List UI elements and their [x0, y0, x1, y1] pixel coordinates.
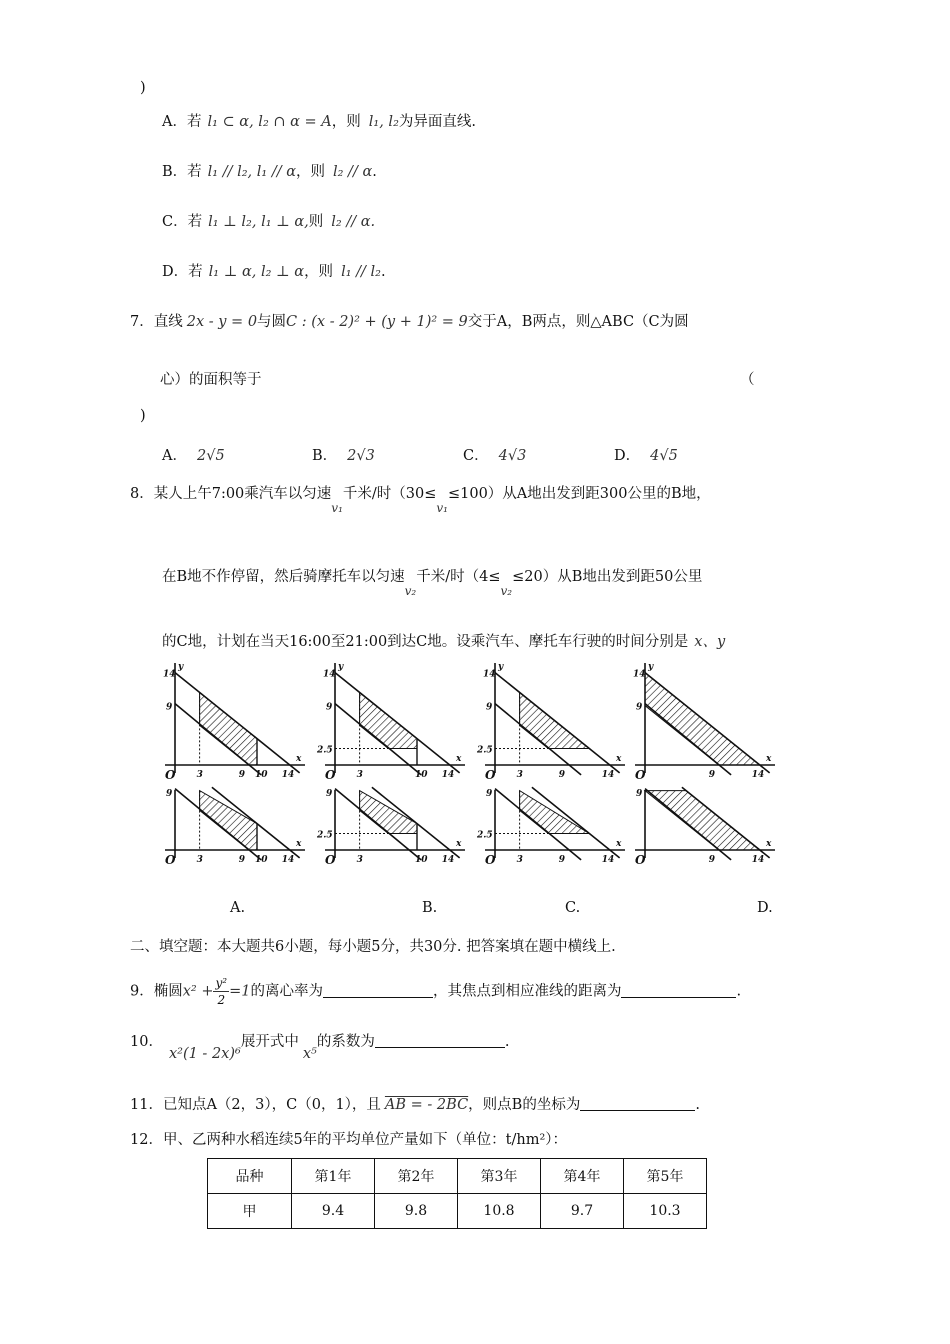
- tick-label: 10: [415, 855, 428, 865]
- table-header: 第5年: [624, 1159, 707, 1194]
- math-condition: l₁ ⊥ l₂, l₁ ⊥ α,: [208, 214, 309, 230]
- q8-graphs-svg: [160, 655, 790, 890]
- text: 千米/时（4≤: [416, 569, 501, 585]
- origin-label: O: [635, 768, 646, 782]
- table-header: 品种: [208, 1159, 292, 1194]
- option-label: D．: [614, 448, 641, 464]
- text: 在B地不作停留，然后骑摩托车以匀速: [162, 569, 405, 585]
- shaded-region: [520, 791, 590, 834]
- option-value: 2√5: [196, 448, 225, 464]
- math-expr: =1: [229, 983, 251, 1000]
- shaded-region: [645, 673, 760, 765]
- math-v1: v₁: [331, 501, 343, 515]
- axis-label-x: x: [766, 754, 772, 764]
- axis-label-x: x: [456, 754, 462, 764]
- text: 8．某人上午7:00乘汽车以匀速: [130, 486, 332, 502]
- text: 则: [308, 214, 324, 230]
- text: .: [695, 1097, 700, 1113]
- math-condition: l₁ ⊥ α, l₂ ⊥ α: [208, 264, 305, 280]
- option-label: A．: [162, 448, 187, 464]
- option-value: 4√3: [498, 448, 527, 464]
- text: ，则: [331, 114, 361, 130]
- tick-label: 14: [281, 770, 295, 780]
- q11: [130, 1093, 700, 1114]
- tick-label: 14: [163, 669, 176, 680]
- q6-option-a: [162, 110, 476, 131]
- tick-label: 3: [196, 855, 203, 865]
- q7-option-d: [614, 444, 678, 465]
- table-header: 第4年: [541, 1159, 624, 1194]
- tick-label: 9: [558, 770, 566, 780]
- text: .: [736, 983, 742, 1000]
- math-circle: C : (x - 2)² + (y + 1)² = 9: [286, 314, 468, 330]
- tick-label: 9: [326, 789, 333, 799]
- q10: [130, 1030, 510, 1062]
- q7-paren-close: ): [140, 408, 146, 424]
- q7-option-b: [312, 444, 375, 465]
- math-fraction: [213, 975, 229, 1008]
- tick-label: 10: [255, 770, 268, 780]
- axis-label-y: y: [648, 662, 654, 672]
- fraction-numerator: y²: [215, 976, 228, 990]
- text: .: [504, 1034, 510, 1050]
- math-condition: l₁ // l₂, l₁ // α: [207, 164, 296, 180]
- table-cell: 9.4: [292, 1194, 375, 1229]
- math-vector: AB = - 2BC: [384, 1097, 469, 1113]
- math-expr: x² +: [182, 983, 214, 1000]
- tick-label: 3: [356, 855, 363, 865]
- tick-label: 10: [255, 855, 268, 865]
- table-row: [208, 1194, 707, 1229]
- q8-graphs: [160, 655, 790, 890]
- math-line: 2x - y = 0: [186, 314, 258, 330]
- q7-paren-open: （: [740, 372, 755, 388]
- q6-paren-tail: ): [140, 80, 146, 96]
- axis-label-y: y: [338, 662, 344, 672]
- fraction-denominator: 2: [217, 993, 226, 1007]
- origin-label: O: [325, 853, 336, 867]
- choice-d-label: D.: [757, 900, 773, 916]
- table-header: 第1年: [292, 1159, 375, 1194]
- text: .: [380, 264, 386, 280]
- axis-label-x: x: [616, 839, 622, 849]
- tick-label: 9: [708, 770, 716, 780]
- tick-label: 14: [441, 855, 455, 865]
- math-v2: v₂: [404, 584, 417, 598]
- table-cell: 10.3: [624, 1194, 707, 1229]
- text: ，其焦点到相应准线的距离为: [432, 983, 622, 1000]
- shaded-region: [520, 692, 590, 748]
- table-cell: 10.8: [458, 1194, 541, 1229]
- table-cell: 9.8: [375, 1194, 458, 1229]
- tick-label: 9: [166, 702, 173, 713]
- answer-blank[interactable]: [375, 1033, 505, 1048]
- math-term: x⁵: [302, 1046, 317, 1062]
- origin-label: O: [165, 768, 176, 782]
- option-label: B．若: [162, 164, 202, 180]
- tick-label: 14: [633, 669, 646, 680]
- tick-label: 9: [238, 855, 246, 865]
- text: 展开式中: [240, 1034, 299, 1050]
- tick-label: 9: [558, 855, 566, 865]
- option-value: 4√5: [650, 448, 678, 464]
- shaded-region: [200, 692, 257, 765]
- tick-label: 2.5: [317, 830, 333, 841]
- shaded-region: [645, 791, 760, 850]
- math-expr: x²(1 - 2x)⁶: [168, 1046, 241, 1062]
- question-number: 9．椭圆: [130, 983, 183, 1000]
- tick-label: 2.5: [477, 745, 493, 756]
- shaded-region: [360, 791, 417, 834]
- axis-label-x: x: [296, 754, 302, 764]
- tick-label: 14: [323, 669, 336, 680]
- origin-label: O: [485, 853, 496, 867]
- text: ，则点B的坐标为: [468, 1097, 581, 1113]
- axis-label-x: x: [296, 839, 302, 849]
- tick-label: 14: [751, 855, 765, 865]
- tick-label: 14: [601, 770, 615, 780]
- tick-label: 14: [751, 770, 765, 780]
- table-cell: 甲: [208, 1194, 292, 1229]
- tick-label: 9: [166, 789, 173, 799]
- q7-stem: [130, 310, 689, 331]
- tick-label: 9: [636, 702, 643, 713]
- tick-label: 9: [636, 789, 643, 799]
- tick-label: 10: [415, 770, 428, 780]
- math-v2: v₂: [500, 584, 513, 598]
- tick-label: 2.5: [477, 830, 493, 841]
- text: ≤20）从B地出发到距50公里: [512, 569, 703, 585]
- origin-label: O: [485, 768, 496, 782]
- q6-option-d: [162, 260, 386, 281]
- option-value: 2√3: [347, 448, 375, 464]
- math-conclusion: l₁ // l₂: [341, 264, 381, 280]
- math-condition: l₁ ⊂ α, l₂ ∩ α = A: [207, 114, 332, 130]
- text: 交于A，B两点，则△ABC（C为圆: [467, 314, 689, 330]
- option-label: D．若: [162, 264, 203, 280]
- axis-label-x: x: [766, 839, 772, 849]
- math-v1: v₁: [436, 501, 448, 515]
- axis-label-y: y: [498, 662, 504, 672]
- section-heading: 二、填空题：本大题共6小题，每小题5分，共30分. 把答案填在题中横线上.: [130, 939, 616, 955]
- tick-label: 14: [601, 855, 615, 865]
- axis-label-x: x: [456, 839, 462, 849]
- q9: [130, 975, 741, 1008]
- axis-label-x: x: [616, 754, 622, 764]
- text: 的离心率为: [250, 983, 323, 1000]
- origin-label: O: [635, 853, 646, 867]
- tick-label: 14: [441, 770, 455, 780]
- shaded-region: [360, 692, 417, 748]
- text: 与圆: [257, 314, 287, 330]
- tick-label: 3: [516, 770, 523, 780]
- axis-label-y: y: [178, 662, 184, 672]
- option-label: A．若: [162, 114, 202, 130]
- answer-blank[interactable]: [621, 983, 736, 998]
- origin-label: O: [325, 768, 336, 782]
- tick-label: 9: [486, 789, 493, 799]
- table-header-row: [208, 1159, 707, 1194]
- choice-c-label: C.: [565, 900, 581, 916]
- choice-a-label: A.: [230, 900, 246, 916]
- tick-label: 9: [708, 855, 716, 865]
- text: 千米/时（30≤: [342, 486, 437, 502]
- origin-label: O: [165, 853, 176, 867]
- tick-label: 3: [196, 770, 203, 780]
- answer-blank[interactable]: [323, 983, 433, 998]
- q8-line1: [130, 482, 711, 515]
- question-number: 10．: [130, 1034, 163, 1050]
- table-cell: 9.7: [541, 1194, 624, 1229]
- math-conclusion: l₁, l₂: [368, 114, 399, 130]
- tick-label: 14: [483, 669, 496, 680]
- q8-line3: [162, 630, 725, 651]
- q8-line2: [162, 565, 703, 598]
- tick-label: 2.5: [317, 745, 333, 756]
- yield-table: [207, 1158, 707, 1229]
- tick-label: 9: [238, 770, 246, 780]
- table-header: 第3年: [458, 1159, 541, 1194]
- tick-label: 3: [516, 855, 523, 865]
- math-xy: x、y: [694, 634, 726, 650]
- option-label: C．: [463, 448, 489, 464]
- choice-b-label: B.: [422, 900, 438, 916]
- tick-label: 3: [356, 770, 363, 780]
- q6-option-c: [162, 210, 375, 231]
- option-label: B．: [312, 448, 338, 464]
- table-header: 第2年: [375, 1159, 458, 1194]
- q7-option-c: [463, 444, 526, 465]
- text: 为异面直线.: [398, 114, 476, 130]
- text: ，则: [304, 264, 334, 280]
- math-conclusion: l₂ // α.: [331, 214, 376, 230]
- q6-option-b: [162, 160, 377, 181]
- q12-stem: 12．甲、乙两种水稻连续5年的平均单位产量如下（单位：t/hm²）：: [130, 1132, 568, 1148]
- text: 11．已知点A（2，3），C（0，1），且: [130, 1097, 381, 1113]
- text: .: [372, 164, 377, 180]
- tick-label: 9: [486, 702, 493, 713]
- q7-option-a: [162, 444, 225, 465]
- answer-blank[interactable]: [580, 1096, 695, 1111]
- tick-label: 14: [281, 855, 295, 865]
- text: 的C地，计划在当天16:00至21:00到达C地。设乘汽车、摩托车行驶的时间分别是: [162, 634, 689, 650]
- text: ，则: [296, 164, 325, 180]
- math-conclusion: l₂ // α: [333, 164, 373, 180]
- question-number: 7．直线: [130, 314, 183, 330]
- option-label: C．若: [162, 214, 203, 230]
- text: 的系数为: [316, 1034, 375, 1050]
- tick-label: 9: [326, 702, 333, 713]
- text: ≤100）从A地出发到距300公里的B地，: [447, 486, 711, 502]
- q7-stem-line2: 心）的面积等于: [160, 372, 262, 388]
